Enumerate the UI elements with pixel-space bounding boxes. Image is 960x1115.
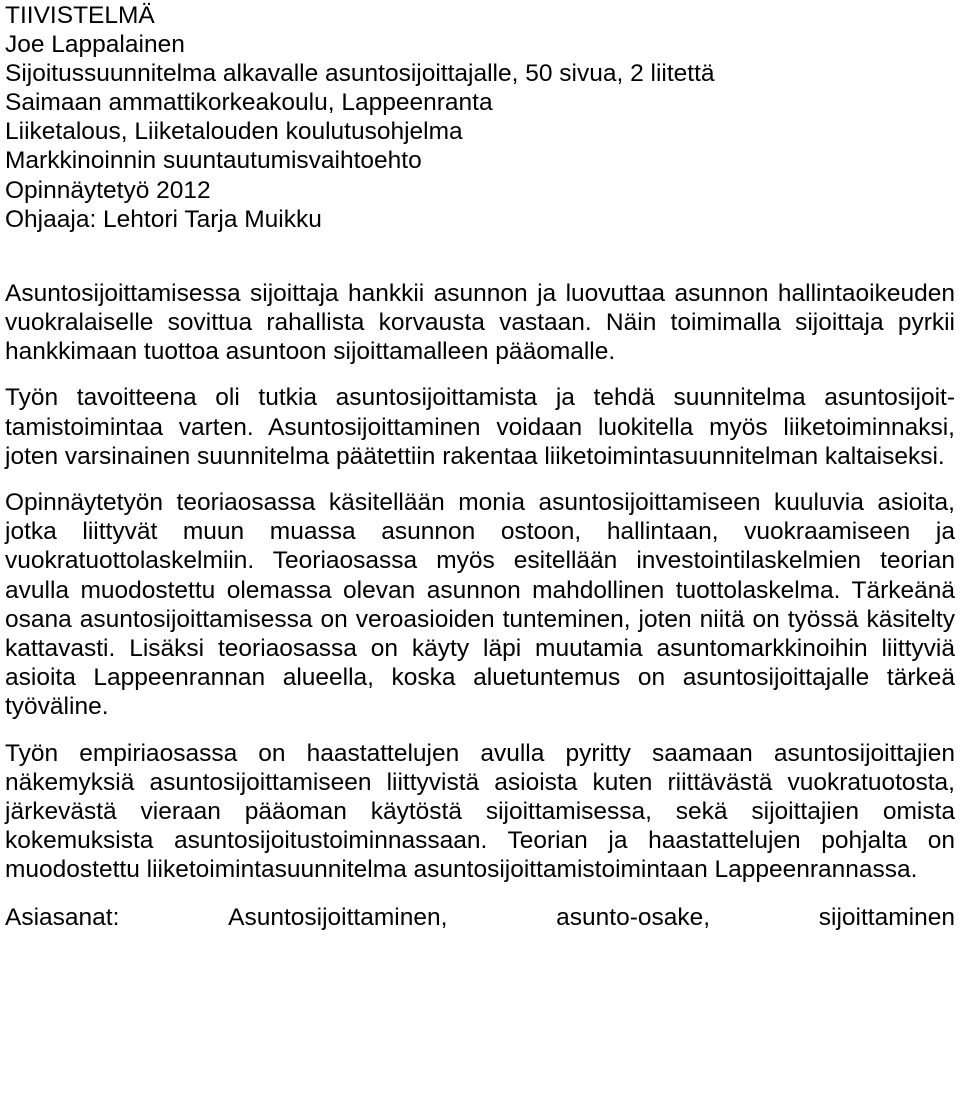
specialization: Markkinoinnin suuntautumisvaihtoehto — [5, 147, 422, 175]
degree-program: Liiketalous, Liiketalouden koulutusohjelma — [5, 118, 463, 146]
school-name: Saimaan ammattikorkeakoulu, Lappeenranta — [5, 89, 493, 117]
keyword-item: Asuntosijoittaminen, — [228, 903, 448, 931]
keywords-line — [5, 903, 955, 932]
abstract-header — [5, 0, 955, 234]
author-name: Joe Lappalainen — [5, 31, 185, 59]
abstract-title: TIIVISTELMÄ — [5, 2, 155, 29]
supervisor: Ohjaaja: Lehtori Tarja Muikku — [5, 205, 322, 233]
abstract-paragraph-4: Työn empiriaosassa on haastattelujen avulla pyritty saamaan asuntosijoittajien näkemyksiä asuntosijoittamiseen liittyvistä asioista kuten riittävästä vuokratuotosta, järkevästä vieraan pääoman käytöstä sijoittamisessa, sekä sijoittajien omista kokemuksista asuntosijoitustoiminnassaan. Teorian ja haastattelujen pohjalta on muodostettu liiketoimintasuunnitelma asuntosijoittamistoimintaan Lappeenrannassa. — [5, 739, 955, 884]
abstract-paragraph-1: Asuntosijoittamisessa sijoittaja hankkii asunnon ja luovuttaa asunnon hallintaoikeuden vuokralaiselle sovittua rahallista korvausta vastaan. Näin toimimalla sijoittaja pyrkii hankkimaan tuottoa asuntoon sijoittamalleen pääomalle. — [5, 279, 955, 366]
thesis-title: Sijoitussuunnitelma alkavalle asuntosijoittajalle, 50 sivua, 2 liitettä — [5, 60, 715, 88]
thesis-year: Opinnäytetyö 2012 — [5, 176, 211, 204]
keyword-item: asunto-osake, — [556, 903, 711, 931]
keyword-item: sijoittaminen — [818, 903, 955, 931]
keywords-label: Asiasanat: — [5, 903, 120, 931]
abstract-paragraph-3: Opinnäytetyön teoriaosassa käsitellään monia asuntosijoittamiseen kuuluvia asioita, jotka liittyvät muun muassa asunnon ostoon, hallintaan, vuokraamiseen ja vuokratuottolaskelmiin. Teoriaosassa myös esitellään investointilaskelmien teorian avulla muodostettu olemassa olevan asunnon mahdollinen tuottolaskelma. Tärkeänä osana asuntosijoittamisessa on veroasioiden tunteminen, joten niitä on työssä käsitelty kattavasti. Lisäksi teoriaosassa on käyty läpi muutamia asuntomarkkinoihin liittyviä asioita Lappeenrannan alueella, koska aluetuntemus on asuntosijoittajalle tärkeä työväline. — [5, 488, 955, 721]
abstract-paragraph-2: Työn tavoitteena oli tutkia asuntosijoittamista ja tehdä suunnitelma asuntosijoittamistoimintaa varten. Asuntosijoittaminen voidaan luokitella myös liiketoiminnaksi, joten varsinainen suunnitelma päätettiin rakentaa liiketoimintasuunnitelman kaltaiseksi. — [5, 384, 955, 470]
